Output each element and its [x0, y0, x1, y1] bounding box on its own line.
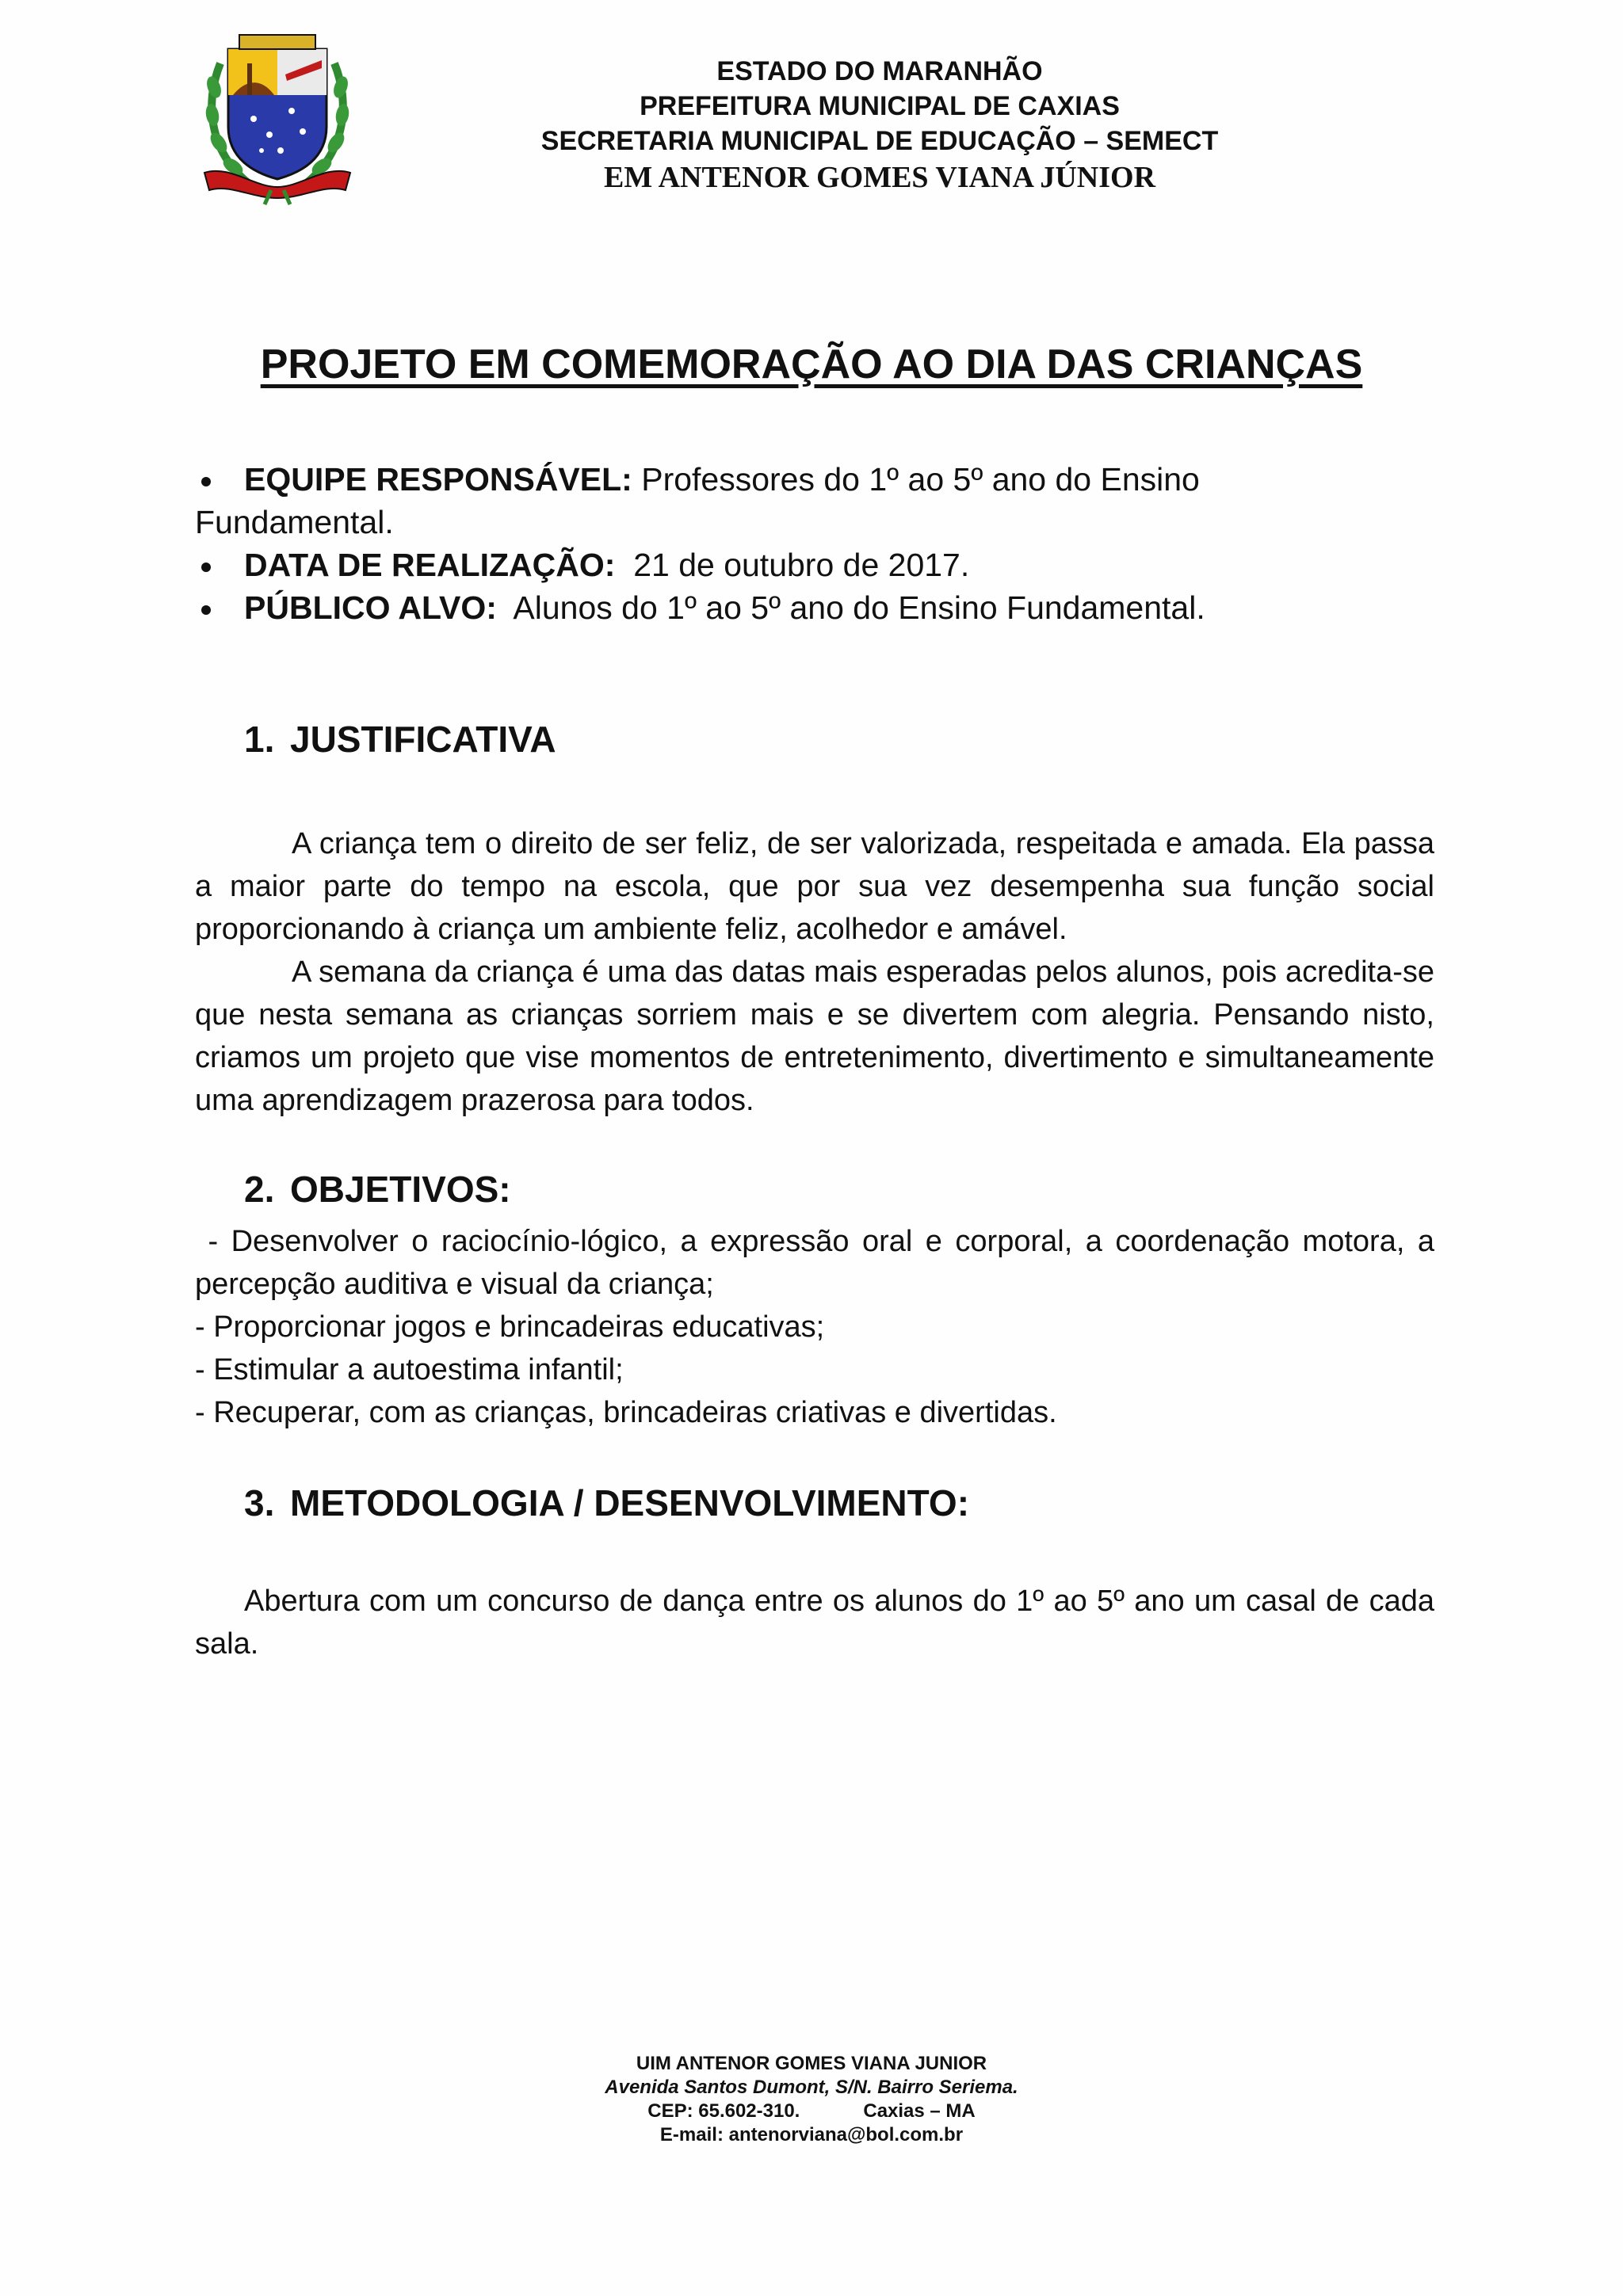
coat-of-arms-icon	[198, 32, 357, 206]
footer-school: UIM ANTENOR GOMES VIANA JUNIOR	[636, 2053, 987, 2074]
bullet-icon	[201, 563, 211, 572]
section-title: JUSTIFICATIVA	[290, 719, 556, 760]
section-heading-justification	[244, 718, 556, 761]
secretariat-name: SECRETARIA MUNICIPAL DE EDUCAÇÃO – SEMECT	[540, 126, 1219, 156]
footer-address: Avenida Santos Dumont, S/N. Bairro Seriema.	[605, 2077, 1018, 2098]
state-name: ESTADO DO MARANHÃO	[716, 56, 1043, 86]
bullet-icon	[201, 605, 211, 615]
justification-paragraph-2: A semana da criança é uma das datas mais esperadas pelos alunos, pois acredita-se que nesta semana as crianças sorriem mais e se divertem com alegria. Pensando nisto, criamos um projeto que vise momentos de entretenimento, divertimento e simultaneamente uma aprendizagem prazerosa para todos.	[195, 955, 1434, 1117]
team-label: EQUIPE RESPONSÁVEL:	[244, 461, 632, 498]
methodology-text	[195, 1580, 1434, 1665]
footer-city: Caxias – MA	[863, 2100, 976, 2122]
info-item-date	[195, 543, 1434, 586]
section-number: 1.	[244, 719, 275, 760]
footer-email: E-mail: antenorviana@bol.com.br	[659, 2124, 964, 2145]
section-number: 3.	[244, 1482, 275, 1524]
justification-text	[195, 822, 1434, 1122]
objective-item: - Proporcionar jogos e brincadeiras educativas;	[195, 1310, 825, 1344]
objective-item: - Estimular a autoestima infantil;	[195, 1353, 624, 1386]
audience-label: PÚBLICO ALVO:	[244, 589, 497, 626]
letterhead	[444, 54, 1316, 196]
date-value: 21 de outubro de 2017.	[615, 547, 970, 583]
methodology-paragraph-1: Abertura com um concurso de dança entre os alunos do 1º ao 5º ano um casal de cada sala.	[195, 1585, 1434, 1661]
section-heading-objectives	[244, 1168, 511, 1211]
team-value: Professores do 1º ao 5º ano do Ensino	[632, 461, 1200, 498]
info-item-audience	[195, 586, 1434, 629]
project-info-list	[195, 458, 1434, 629]
section-title: OBJETIVOS:	[290, 1169, 511, 1210]
page-footer	[0, 2052, 1623, 2147]
page-title: PROJETO EM COMEMORAÇÃO AO DIA DAS CRIANÇAS	[260, 341, 1363, 387]
team-value-continuation: Fundamental.	[195, 504, 394, 540]
footer-cep-city	[0, 2100, 1623, 2123]
prefecture-name: PREFEITURA MUNICIPAL DE CAXIAS	[640, 91, 1120, 121]
objective-item: - Desenvolver o raciocínio-lógico, a expressão oral e corporal, a coordenação motora, a percepção auditiva e visual da criança;	[195, 1225, 1443, 1301]
bullet-icon	[201, 477, 211, 486]
section-heading-methodology	[244, 1482, 969, 1524]
footer-cep: CEP: 65.602-310.	[647, 2100, 800, 2122]
justification-paragraph-1: A criança tem o direito de ser feliz, de ser valorizada, respeitada e amada. Ela passa a maior parte do tempo na escola, que por sua vez desempenha sua função social proporcionando à criança um ambiente feliz, acolhedor e amável.	[195, 827, 1434, 946]
school-name: EM ANTENOR GOMES VIANA JÚNIOR	[603, 161, 1156, 194]
audience-value: Alunos do 1º ao 5º ano do Ensino Fundamental.	[496, 589, 1205, 626]
objective-item: - Recuperar, com as crianças, brincadeiras criativas e divertidas.	[195, 1396, 1057, 1429]
section-title: METODOLOGIA / DESENVOLVIMENTO:	[290, 1482, 970, 1524]
objectives-list	[195, 1220, 1443, 1434]
section-number: 2.	[244, 1169, 275, 1210]
date-label: DATA DE REALIZAÇÃO:	[244, 547, 616, 583]
info-item-team	[195, 458, 1434, 501]
